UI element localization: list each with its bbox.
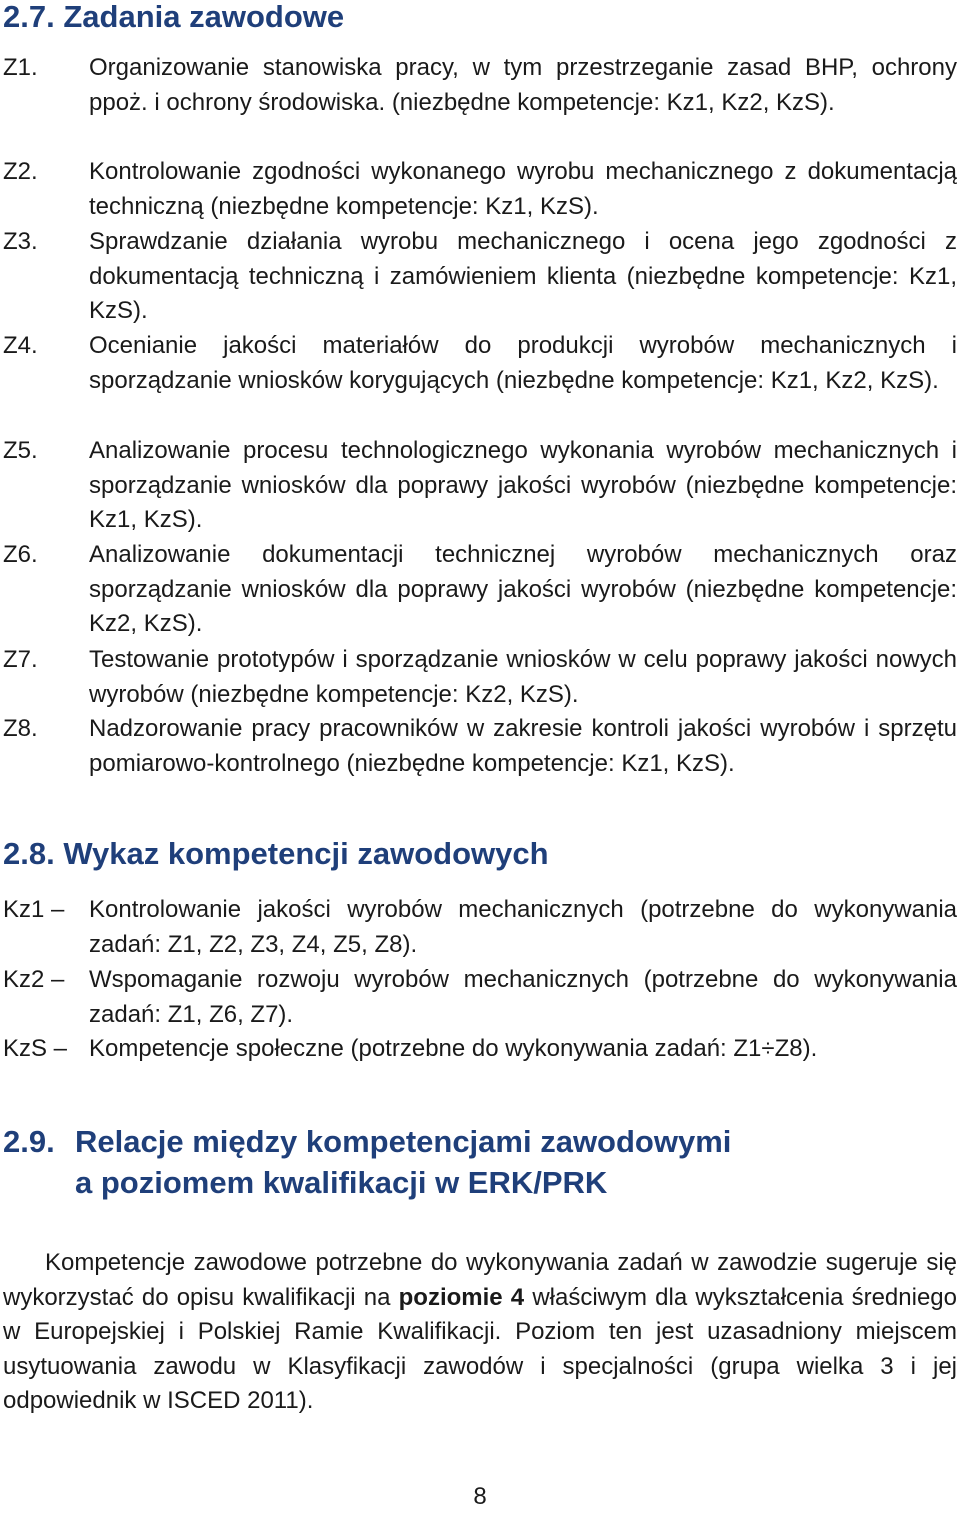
task-label: Z7. xyxy=(3,646,38,673)
task-text: Ocenianie jakości materiałów do produkcji wyrobów mechanicznych i sporządzanie wniosków korygujących (niezbędne kompetencje: Kz1, Kz2, KzS). xyxy=(89,332,957,394)
competency-label: Kz1 – xyxy=(3,896,65,923)
section-title-line1: Relacje między kompetencjami zawodowymi xyxy=(75,1124,732,1159)
section-title: Zadania zawodowe xyxy=(63,0,345,34)
task-label: Z1. xyxy=(3,54,38,81)
task-label: Z2. xyxy=(3,158,38,185)
competency-text: Kontrolowanie jakości wyrobów mechanicznych (potrzebne do wykonywania zadań: Z1, Z2, Z3, Z4, Z5, Z8). xyxy=(89,896,957,958)
section-title-line2: a poziomem kwalifikacji w ERK/PRK xyxy=(75,1165,608,1200)
task-text: Testowanie prototypów i sporządzanie wniosków w celu poprawy jakości nowych wyrobów (niezbędne kompetencje: Kz2, KzS). xyxy=(89,646,957,708)
section-number: 2.9. xyxy=(3,1124,55,1159)
section-heading-2-7 xyxy=(3,0,344,34)
body-paragraph xyxy=(3,1246,957,1419)
task-text: Sprawdzanie działania wyrobu mechanicznego i ocena jego zgodności z dokumentacją techniczną i zamówieniem klienta (niezbędne kompetencje: Kz1, KzS). xyxy=(89,228,957,324)
task-label: Z5. xyxy=(3,437,38,464)
task-label: Z6. xyxy=(3,541,38,568)
paragraph-bold-level: poziomie 4 xyxy=(398,1283,525,1311)
task-text: Kontrolowanie zgodności wykonanego wyrobu mechanicznego z dokumentacją techniczną (niezbędne kompetencje: Kz1, KzS). xyxy=(89,158,957,220)
competency-label: KzS – xyxy=(3,1035,68,1062)
page-number: 8 xyxy=(473,1483,487,1510)
task-label: Z4. xyxy=(3,332,38,359)
section-heading-2-9 xyxy=(3,1124,732,1200)
section-number: 2.8. xyxy=(3,836,55,871)
paragraph-text-start: Kompetencje zawodowe potrzebne do wykonywania zadań w zawodzie sugeruje się wykorzystać do opisu kwalifikacji na xyxy=(3,1249,957,1311)
task-text: Analizowanie procesu technologicznego wykonania wyrobów mechanicznych i sporządzanie wniosków dla poprawy jakości wyrobów (niezbędne kompetencje: Kz1, KzS). xyxy=(89,437,957,533)
task-label: Z3. xyxy=(3,228,38,255)
task-text: Analizowanie dokumentacji technicznej wyrobów mechanicznych oraz sporządzanie wniosków dla poprawy jakości wyrobów (niezbędne kompetencje: Kz2, KzS). xyxy=(89,541,957,637)
competency-label: Kz2 – xyxy=(3,966,65,993)
task-text: Organizowanie stanowiska pracy, w tym przestrzeganie zasad BHP, ochrony ppoż. i ochrony środowiska. (niezbędne kompetencje: Kz1, Kz2, KzS). xyxy=(89,54,957,116)
task-label: Z8. xyxy=(3,715,38,742)
section-title: Wykaz kompetencji zawodowych xyxy=(63,836,549,871)
section-heading-2-8 xyxy=(3,837,549,871)
competency-text: Kompetencje społeczne (potrzebne do wykonywania zadań: Z1÷Z8). xyxy=(89,1035,818,1062)
section-number: 2.7. xyxy=(3,0,55,34)
paragraph-text-end: właściwym dla wykształcenia średniego w Europejskiej i Polskiej Ramie Kwalifikacji. Poziom ten jest uzasadniony miejscem usytuowania zawodu w Klasyfikacji zawodów i specjalności (grupa wielka 3 i jej odpowiednik w ISCED 2011). xyxy=(3,1283,957,1415)
task-text: Nadzorowanie pracy pracowników w zakresie kontroli jakości wyrobów i sprzętu pomiarowo-kontrolnego (niezbędne kompetencje: Kz1, KzS). xyxy=(89,715,957,777)
competency-text: Wspomaganie rozwoju wyrobów mechanicznych (potrzebne do wykonywania zadań: Z1, Z6, Z7). xyxy=(89,966,957,1028)
